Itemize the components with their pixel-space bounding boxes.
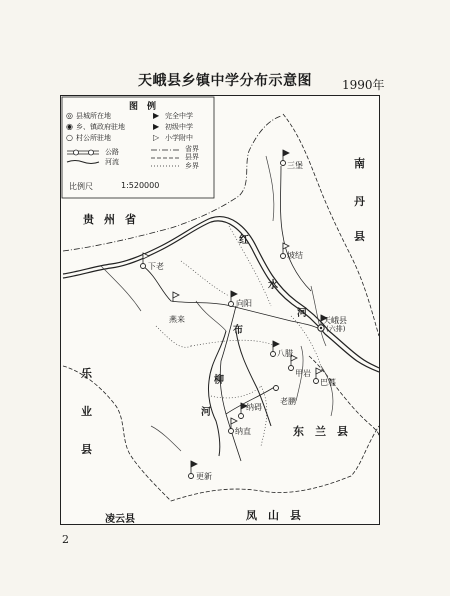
place-pojie: 坡结 [287,251,303,260]
scale-value: 1:520000 [121,181,160,190]
county-boundary [283,114,379,336]
map-year: 1990年 [342,78,385,92]
legend-full-middle-school-label: 完全中学 [165,112,193,120]
river-buliu-1: 布 [233,325,243,336]
region-donglan: 东 兰 县 [293,425,348,438]
legend-town-label: 乡、镇政府驻地 [76,123,125,131]
map-frame [60,95,380,525]
river-buliu-2: 柳 [214,375,224,386]
county-seat-marker [318,325,324,331]
town-markers [141,161,319,479]
legend-heading: 图 例 [129,102,157,112]
place-laopeng: 老鹏 [280,397,296,406]
hongshui-river [63,217,379,372]
legend-full-middle-school-icon: ▶ [153,111,160,120]
legend-county-label: 县界 [185,153,199,161]
roads [143,166,323,461]
place-liupai: (六排) [326,325,346,333]
scale-label: 比例尺 [69,182,93,191]
legend-county-seat-icon: ◎ [66,111,73,120]
place-tiane-county: 天峨县 [323,316,347,325]
legend-town-icon: ◉ [66,122,73,131]
place-xiangyang: 向阳 [236,299,252,308]
place-jiayan: 甲岩 [295,369,311,378]
region-lingyun: 凌云县 [105,514,135,525]
legend-junior-middle-school-icon: ▶ [153,122,160,131]
page-number: 2 [62,533,69,546]
river-buliu-3: 河 [201,407,211,418]
place-nazhi: 纳直 [235,427,251,436]
place-bamu: 巴暮 [320,378,336,387]
legend-primary-affiliated-label: 小学附中 [165,134,193,142]
region-leye-2: 业 [81,405,92,418]
county-boundary-west [63,366,171,501]
legend-primary-affiliated-icon: ▷ [153,133,160,142]
legend-village-label: 村公所驻地 [76,134,111,142]
place-yanlai: 燕来 [169,315,185,324]
legend-junior-middle-school-label: 初级中学 [165,123,193,131]
place-naai: 纳碍 [246,403,262,412]
region-nandan-1: 南 [354,157,365,170]
place-bala: 八腊 [277,349,293,358]
map-title: 天峨县乡镇中学分布示意图 [138,73,312,89]
river-hongshui-2: 水 [268,280,278,291]
river-hongshui-1: 红 [239,235,249,246]
legend-province-label: 省界 [185,145,199,153]
legend-village-icon: ○ [66,133,73,142]
river-hongshui-3: 河 [297,308,307,319]
legend-river-label: 河流 [105,158,119,166]
buliu-river [208,331,271,456]
region-nandan-3: 县 [354,230,365,243]
legend-township-label: 乡界 [185,162,199,170]
place-xialao: 下老 [148,262,164,271]
region-guizhou: 贵州省 [83,213,146,226]
region-fengshan: 凤 山 县 [246,509,301,522]
legend-county-seat-label: 县城所在地 [76,112,111,120]
place-sanbao: 三堡 [287,161,303,170]
place-gengxin: 更新 [196,472,212,481]
legend-road-label: 公路 [105,148,119,156]
region-nandan-2: 丹 [354,195,365,208]
region-leye-1: 乐 [81,367,92,380]
region-leye-3: 县 [81,443,92,456]
